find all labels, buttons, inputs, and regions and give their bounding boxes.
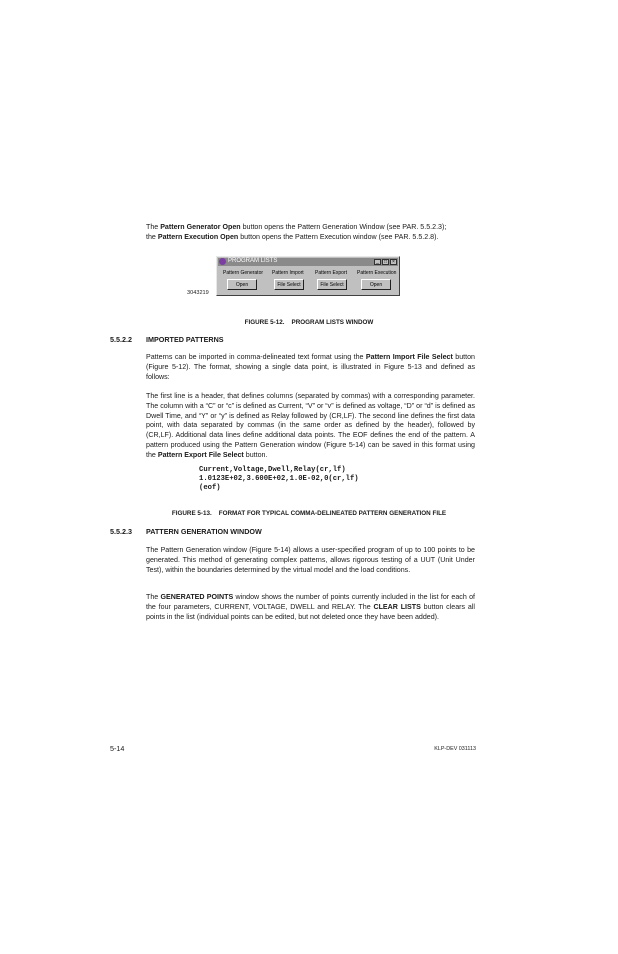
section-title: IMPORTED PATTERNS (146, 335, 224, 344)
paragraph-bold: Pattern Export File Select (157, 450, 244, 459)
paragraph-bold: GENERATED POINTS (160, 593, 234, 601)
paragraph-text: button. (243, 450, 268, 459)
section-number: 5.5.2.3 (110, 527, 132, 536)
paragraph-text: The first line is a header, that defines columns (separated by commas) with a corresponding parameter. The column with a “C” or “c” is defined as Current, “V” or “v” is defined as voltage, “D” or “d” is defined as Dwell Time, and “Y” or “y” is defined as Relay followed by (CR,LF). The second line defines the first data point, with data separated by commas (in the same order as defined by the header), followed by (CR,LF). Additional data lines define additional data points. The EOF defines the end of the pattern. A pattern produced using the Pattern Generation window (Figure 5-14) can be saved in this format using the (146, 392, 475, 459)
document-id: KLP-DEV 031113 (434, 746, 476, 752)
intro-text: button opens the Pattern Generation Window (see PAR. 5.5.2.3); (240, 223, 447, 231)
paragraph-text: window shows the number of points currently included in the list for each of the four parameters, CURRENT, VOLTAGE, DWELL and RELAY. The (146, 593, 475, 611)
paragraph-text: button clears all points in the list (individual points can be edited, but not deleted once they have been added). (146, 602, 475, 621)
intro-bold-generator: Pattern Generator Open (160, 223, 241, 231)
code-line: 1.0123E+02,3.600E+02,1.0E-02,0(cr,lf) (199, 475, 359, 483)
paragraph-bold: CLEAR LISTS (373, 602, 421, 611)
pattern-import-label: Pattern Import (272, 270, 304, 276)
generated-points-paragraph (146, 593, 475, 622)
page-number: 5-14 (110, 744, 125, 753)
pattern-import-file-select-button[interactable]: File Select (274, 279, 304, 290)
section-title: PATTERN GENERATION WINDOW (146, 527, 262, 536)
section-number: 5.5.2.2 (110, 335, 132, 344)
app-icon (219, 258, 226, 265)
window-titlebar (218, 258, 398, 266)
maximize-button[interactable]: □ (383, 259, 388, 265)
window-title: PROGRAM LISTS (228, 258, 278, 264)
intro-text: the (146, 232, 158, 241)
intro-paragraph (146, 223, 475, 243)
code-line: Current,Voltage,Dwell,Relay(cr,lf) (199, 466, 346, 474)
pattern-generation-paragraph: The Pattern Generation window (Figure 5-14) allows a user-specified program of up to 100 points to be generated. This method of generating complex patterns, allows rigorous testing of a UUT (Unit Under Test), within the boundaries determined by the virtual model and the load conditions. (146, 546, 475, 574)
pattern-generator-label: Pattern Generator (223, 270, 264, 276)
intro-bold-execution: Pattern Execution Open (157, 232, 239, 241)
code-sample (199, 466, 359, 493)
paragraph-text: The (146, 593, 161, 601)
paragraph-text: Patterns can be imported in comma-delineated text format using the (146, 353, 366, 361)
figure-5-13-caption: FIGURE 5-13. FORMAT FOR TYPICAL COMMA-DELINEATED PATTERN GENERATION FILE (171, 510, 447, 517)
figure-5-12-caption: FIGURE 5-12. PROGRAM LISTS WINDOW (244, 319, 374, 326)
pattern-generator-open-button[interactable]: Open (227, 279, 257, 290)
pattern-export-file-select-button[interactable]: File Select (317, 279, 347, 290)
intro-text: The (146, 223, 161, 231)
pattern-execution-open-button[interactable]: Open (361, 279, 391, 290)
imported-patterns-paragraph (146, 353, 475, 382)
paragraph-bold: Pattern Import File Select (365, 353, 453, 361)
program-lists-window (216, 256, 400, 296)
intro-text: button opens the Pattern Execution window (see PAR. 5.5.2.8). (238, 232, 439, 241)
close-button[interactable]: × (390, 259, 397, 265)
minimize-button[interactable]: _ (374, 259, 381, 265)
figure-reference-id: 3043219 (187, 290, 209, 296)
paragraph-text: button (Figure 5-12). The format, showing a single data point, is illustrated in Figure 5-13 and defined as follows: (146, 353, 475, 381)
pattern-export-label: Pattern Export (315, 270, 347, 276)
code-line: (eof) (199, 484, 221, 492)
pattern-execution-label: Pattern Execution (357, 270, 397, 276)
header-format-paragraph (146, 392, 475, 461)
